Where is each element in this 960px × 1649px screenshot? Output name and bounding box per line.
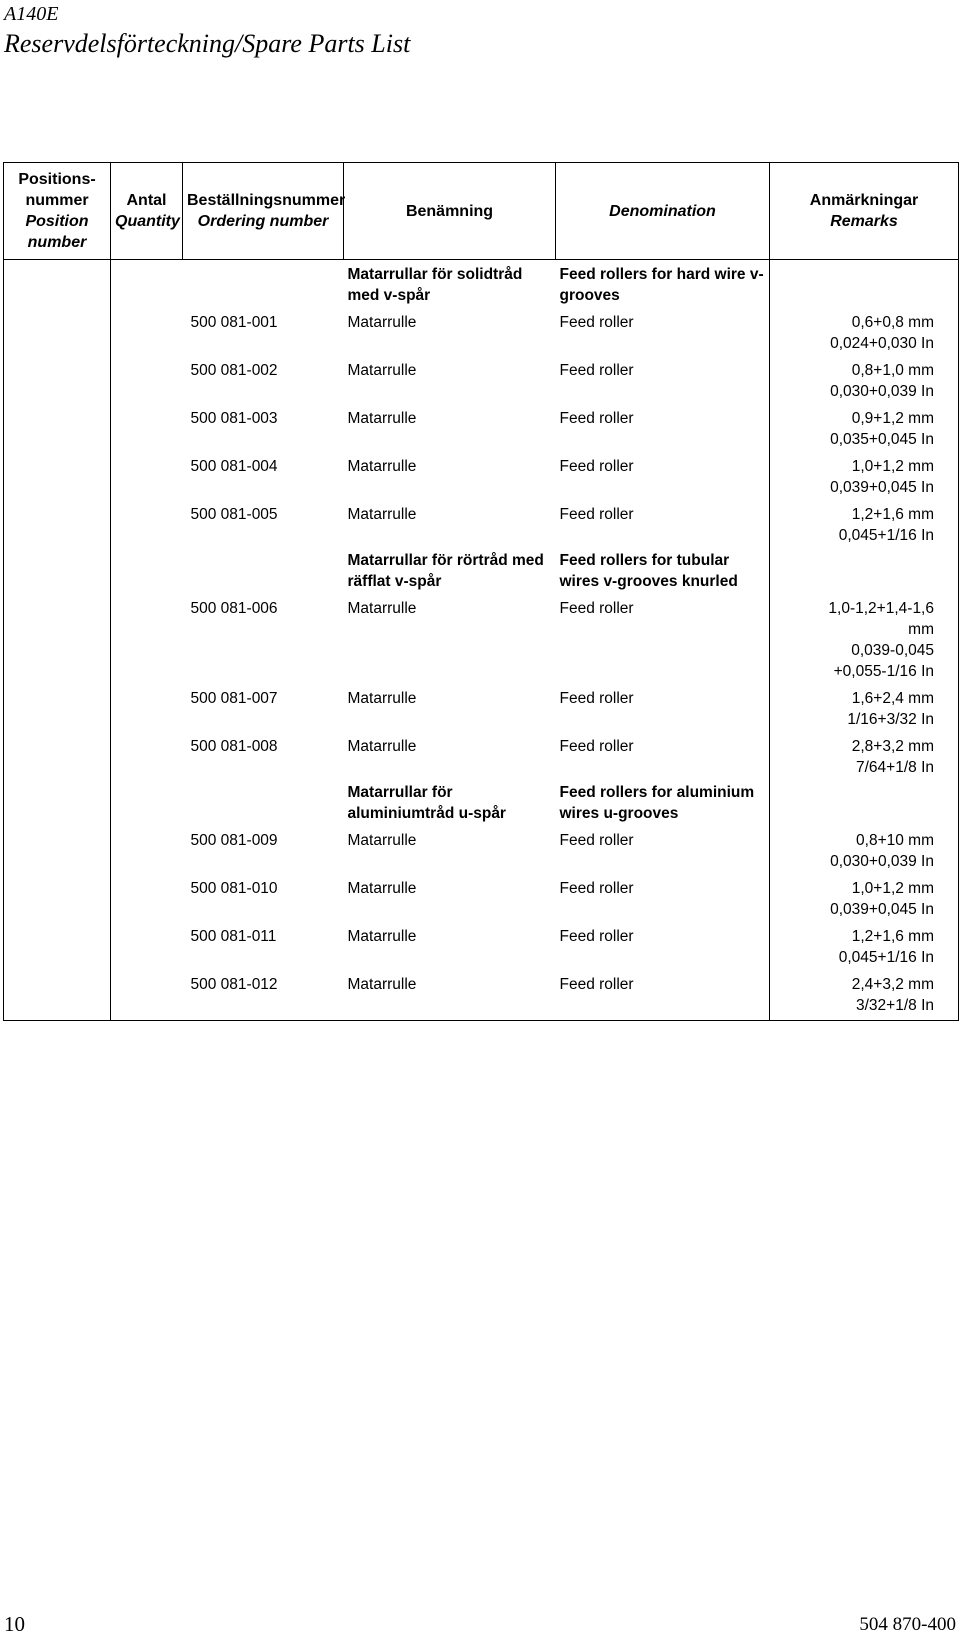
benamning-cell: Matarrulle — [347, 690, 417, 707]
remarks-cell — [770, 306, 959, 354]
benamning-cell: Matarrulle — [347, 458, 417, 475]
remarks-line: 0,8+1,0 mm — [851, 362, 934, 379]
denomination-cell: Feed roller — [559, 976, 634, 993]
remarks-line: 0,030+0,039 In — [830, 383, 934, 400]
remarks-line: 2,4+3,2 mm — [851, 976, 934, 993]
col-quantity-sv: Antal — [126, 192, 167, 209]
denomination-cell: Feed roller — [559, 410, 634, 427]
denomination-cell: Feed roller — [559, 928, 634, 945]
ordering-number: 500 081-005 — [190, 506, 278, 523]
remarks-cell — [770, 402, 959, 450]
benamning-cell: Matarrulle — [347, 880, 417, 897]
denomination-cell: Feed roller — [559, 600, 634, 617]
parts-table — [3, 162, 959, 1021]
ordering-cell — [183, 778, 344, 824]
remarks-line: 0,045+1/16 In — [838, 527, 934, 544]
quantity-cell — [111, 402, 183, 450]
col-denomination-label: Denomination — [609, 202, 716, 220]
remarks-cell — [770, 778, 959, 824]
position-cell — [4, 354, 111, 402]
remarks-line: 0,039+0,045 In — [830, 901, 934, 918]
benamning-cell: Matarrulle — [347, 600, 417, 617]
denomination-cell: Feed roller — [559, 458, 634, 475]
col-benamning-label: Benämning — [405, 202, 494, 220]
quantity-cell — [111, 968, 183, 1021]
remarks-cell — [770, 260, 959, 307]
position-cell — [4, 682, 111, 730]
remarks-cell — [770, 730, 959, 778]
ordering-number: 500 081-004 — [190, 458, 278, 475]
position-cell — [4, 546, 111, 592]
benamning-cell: Matarrulle — [347, 362, 417, 379]
col-quantity-header — [111, 163, 183, 260]
group-header-row — [4, 778, 959, 824]
quantity-cell — [111, 450, 183, 498]
ordering-number: 500 081-003 — [190, 410, 278, 427]
position-cell — [4, 920, 111, 968]
quantity-cell — [111, 920, 183, 968]
remarks-line: mm — [908, 621, 934, 638]
position-cell — [4, 402, 111, 450]
denomination-cell: Feed roller — [559, 362, 634, 379]
table-row — [4, 682, 959, 730]
table-row — [4, 872, 959, 920]
remarks-line: 0,039+0,045 In — [830, 479, 934, 496]
benamning-cell: Matarrulle — [347, 832, 417, 849]
remarks-line: 1,2+1,6 mm — [851, 928, 934, 945]
ordering-cell — [183, 546, 344, 592]
position-cell — [4, 778, 111, 824]
denomination-cell: Feed roller — [559, 880, 634, 897]
benamning-cell: Matarrulle — [347, 410, 417, 427]
ordering-cell — [183, 260, 344, 307]
remarks-cell — [770, 920, 959, 968]
remarks-line: 0,045+1/16 In — [838, 949, 934, 966]
doc-number: 504 870-400 — [859, 1614, 956, 1635]
position-cell — [4, 498, 111, 546]
ordering-number: 500 081-010 — [190, 880, 278, 897]
remarks-cell — [770, 450, 959, 498]
remarks-line: 1,0+1,2 mm — [851, 880, 934, 897]
col-remarks-sv: Anmärkningar — [809, 192, 919, 209]
remarks-line: 1,2+1,6 mm — [851, 506, 934, 523]
remarks-line: +0,055-1/16 In — [833, 663, 934, 680]
group-title-sv: Matarrullar för aluminiumtråd u-spår — [347, 784, 506, 822]
table-row — [4, 592, 959, 682]
group-title-sv: Matarrullar för rörtråd med räfflat v-spår — [347, 552, 544, 590]
page-number: 10 — [4, 1612, 25, 1636]
ordering-number: 500 081-007 — [190, 690, 278, 707]
quantity-cell — [111, 592, 183, 682]
benamning-cell: Matarrulle — [347, 976, 417, 993]
remarks-cell — [770, 498, 959, 546]
col-ordering-en: Ordering number — [197, 213, 329, 230]
denomination-cell: Feed roller — [559, 738, 634, 755]
remarks-line: 1,0-1,2+1,4-1,6 — [828, 600, 934, 617]
quantity-cell — [111, 498, 183, 546]
col-ordering-sv: Beställningsnummer — [187, 192, 346, 209]
table-row — [4, 402, 959, 450]
quantity-cell — [111, 306, 183, 354]
position-cell — [4, 260, 111, 307]
group-title-en: Feed rollers for hard wire v-grooves — [559, 266, 764, 304]
table-row — [4, 306, 959, 354]
remarks-cell — [770, 592, 959, 682]
ordering-number: 500 081-006 — [190, 600, 278, 617]
denomination-cell: Feed roller — [559, 506, 634, 523]
quantity-cell — [111, 730, 183, 778]
position-cell — [4, 730, 111, 778]
col-denomination-header — [556, 163, 770, 260]
table-row — [4, 920, 959, 968]
table-row — [4, 824, 959, 872]
remarks-line: 1,6+2,4 mm — [851, 690, 934, 707]
quantity-cell — [111, 682, 183, 730]
col-position-sv1: Positions- — [18, 171, 96, 188]
remarks-cell — [770, 546, 959, 592]
remarks-line: 0,6+0,8 mm — [851, 314, 934, 331]
group-title-en: Feed rollers for tubular wires v-grooves knurled — [559, 552, 738, 590]
remarks-cell — [770, 872, 959, 920]
benamning-cell: Matarrulle — [347, 314, 417, 331]
remarks-line: 7/64+1/8 In — [856, 759, 934, 776]
remarks-line: 2,8+3,2 mm — [851, 738, 934, 755]
benamning-cell: Matarrulle — [347, 506, 417, 523]
col-position-header — [4, 163, 111, 260]
col-position-sv2: nummer — [25, 192, 89, 209]
col-position-en1: Position — [25, 213, 89, 230]
group-title-sv: Matarrullar för solidtråd med v-spår — [347, 266, 523, 304]
benamning-cell: Matarrulle — [347, 738, 417, 755]
parts-table-body — [4, 260, 959, 1021]
remarks-cell — [770, 968, 959, 1021]
document-header — [4, 2, 410, 60]
table-row — [4, 450, 959, 498]
position-cell — [4, 968, 111, 1021]
remarks-line: 0,030+0,039 In — [830, 853, 934, 870]
doc-code: A140E — [4, 3, 59, 25]
ordering-number: 500 081-011 — [190, 928, 277, 945]
quantity-cell — [111, 354, 183, 402]
group-header-row — [4, 260, 959, 307]
ordering-number: 500 081-008 — [190, 738, 278, 755]
col-remarks-header — [770, 163, 959, 260]
group-title-en: Feed rollers for aluminium wires u-grooves — [559, 784, 755, 822]
table-row — [4, 968, 959, 1021]
col-position-en2: number — [27, 234, 87, 251]
ordering-number: 500 081-012 — [190, 976, 278, 993]
col-ordering-header — [183, 163, 344, 260]
remarks-line: 0,024+0,030 In — [830, 335, 934, 352]
denomination-cell: Feed roller — [559, 314, 634, 331]
remarks-line: 0,9+1,2 mm — [851, 410, 934, 427]
denomination-cell: Feed roller — [559, 832, 634, 849]
remarks-line: 1,0+1,2 mm — [851, 458, 934, 475]
position-cell — [4, 306, 111, 354]
denomination-cell: Feed roller — [559, 690, 634, 707]
position-cell — [4, 592, 111, 682]
remarks-line: 0,039-0,045 — [851, 642, 934, 659]
position-cell — [4, 450, 111, 498]
remarks-line: 3/32+1/8 In — [856, 997, 934, 1014]
page-title: Reservdelsförteckning/Spare Parts List — [4, 29, 411, 58]
quantity-cell — [111, 824, 183, 872]
remarks-cell — [770, 824, 959, 872]
table-row — [4, 354, 959, 402]
remarks-line: 1/16+3/32 In — [847, 711, 934, 728]
ordering-number: 500 081-009 — [190, 832, 278, 849]
ordering-number: 500 081-002 — [190, 362, 278, 379]
position-cell — [4, 824, 111, 872]
remarks-cell — [770, 682, 959, 730]
col-quantity-en: Quantity — [115, 213, 180, 230]
remarks-cell — [770, 354, 959, 402]
benamning-cell: Matarrulle — [347, 928, 417, 945]
remarks-line: 0,035+0,045 In — [830, 431, 934, 448]
remarks-line: 0,8+10 mm — [856, 832, 934, 849]
table-row — [4, 498, 959, 546]
table-header-row — [4, 163, 959, 260]
table-row — [4, 730, 959, 778]
quantity-cell — [111, 872, 183, 920]
col-benamning-header — [344, 163, 556, 260]
col-remarks-en: Remarks — [830, 213, 898, 230]
group-header-row — [4, 546, 959, 592]
quantity-cell — [111, 546, 183, 592]
quantity-cell — [111, 260, 183, 307]
quantity-cell — [111, 778, 183, 824]
position-cell — [4, 872, 111, 920]
ordering-number: 500 081-001 — [190, 314, 278, 331]
